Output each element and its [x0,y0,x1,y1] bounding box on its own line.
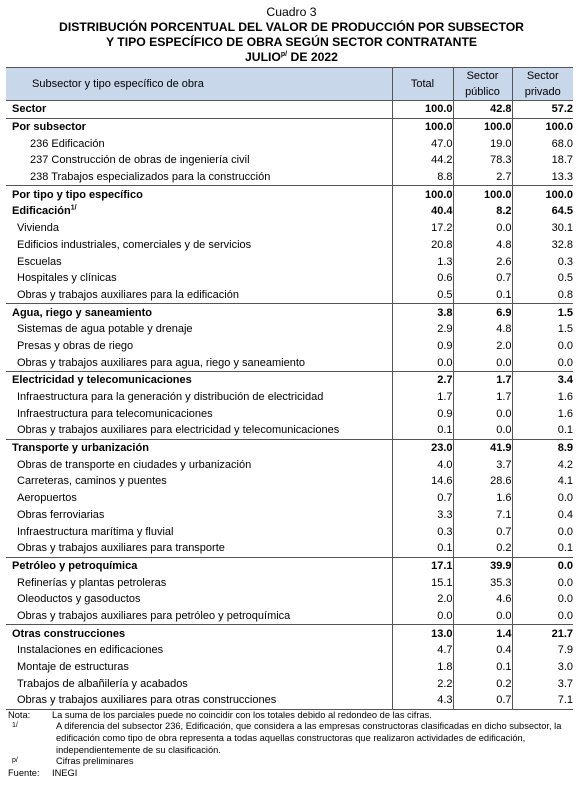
total-cell: 0.7 [392,490,453,507]
public-cell: 3.7 [453,456,512,473]
row-label: Trabajos de albañilería y acabados [17,677,188,690]
table-row [6,118,573,135]
public-cell: 0.2 [453,540,512,557]
table-row [6,439,573,456]
table-row [6,169,573,186]
public-cell: 4.8 [453,237,512,254]
footnote [6,756,573,768]
private-cell: 0.0 [512,591,573,608]
footnote-text: INEGI [52,767,78,778]
footnote-text: Cifras preliminares [56,756,134,767]
row-label: Transporte y urbanización [6,439,392,456]
table-title-line-2: Y TIPO ESPECÍFICO DE OBRA SEGÚN SECTOR CONTRATANTE [105,35,478,49]
public-cell: 0.0 [453,422,512,439]
public-cell: 35.3 [453,574,512,591]
private-cell: 1.6 [512,405,573,422]
private-cell: 57.2 [512,101,573,119]
footnote-text: A diferencia del subsector 236, Edificación, que considera a las empresas constructoras clasificadas en dicho subsector, la edificación como tipo de obra representa a todas aquellas constructoras que realizaron actividades de edificación, independientemente de su clasificación. [56,721,562,755]
private-cell: 1.6 [512,389,573,406]
table-row [6,574,573,591]
row-label: 238 Trabajos especializados para la construcción [30,171,271,184]
table-row [6,101,573,119]
row-label: Refinerías y plantas petroleras [17,576,167,589]
private-cell: 0.0 [512,557,573,574]
total-cell: 0.3 [392,523,453,540]
private-cell: 3.7 [512,675,573,692]
private-cell: 7.1 [512,692,573,709]
public-cell: 4.8 [453,321,512,338]
public-cell: 0.0 [453,354,512,371]
total-cell: 2.9 [392,321,453,338]
row-label: Infraestructura marítima y fluvial [17,525,174,538]
period-year: DE 2022 [287,50,338,64]
table-row [6,490,573,507]
total-cell: 2.7 [392,372,453,389]
row-label: Edificios industriales, comerciales y de servicios [17,238,252,251]
public-cell: 7.1 [453,507,512,524]
row-label: 236 Edificación [30,137,105,150]
total-cell: 20.8 [392,237,453,254]
private-cell: 21.7 [512,625,573,642]
table-header [6,68,573,101]
row-label: Vivienda [17,222,59,235]
table-row [6,372,573,389]
table-row [6,253,573,270]
private-cell: 0.0 [512,354,573,371]
table-row [6,405,573,422]
table-number: Cuadro 3 [266,5,317,19]
table-row [6,507,573,524]
row-label: Por tipo y tipo específico [6,186,392,203]
total-cell: 3.8 [392,304,453,321]
private-cell: 0.8 [512,287,573,304]
table-row [6,389,573,406]
row-label: Petróleo y petroquímica [6,557,392,574]
private-cell: 0.0 [512,608,573,625]
production-table [6,67,573,710]
public-cell: 2.0 [453,338,512,355]
table-row [6,422,573,439]
table-row [6,540,573,557]
public-cell: 28.6 [453,473,512,490]
table-row [6,338,573,355]
public-cell: 0.7 [453,692,512,709]
public-cell: 1.7 [453,389,512,406]
column-header-total: Total [392,68,453,101]
private-cell: 8.9 [512,439,573,456]
total-cell: 0.1 [392,422,453,439]
total-cell: 15.1 [392,574,453,591]
row-label: Obras y trabajos auxiliares para la edificación [17,288,239,301]
row-label: Sistemas de agua potable y drenaje [17,323,193,336]
total-cell: 0.9 [392,405,453,422]
total-cell: 8.8 [392,169,453,186]
table-row [6,675,573,692]
public-cell: 4.6 [453,591,512,608]
footnote-key: Fuente: [8,767,40,778]
footnote [6,710,573,722]
footnote-mark: 1/ [70,204,77,212]
table-row [6,692,573,709]
table-row [6,304,573,321]
total-cell: 0.9 [392,338,453,355]
table-row [6,557,573,574]
table-row [6,608,573,625]
table-row [6,152,573,169]
total-cell: 13.0 [392,625,453,642]
private-cell: 0.4 [512,507,573,524]
row-label: Obras ferroviarias [17,508,105,521]
total-cell: 4.3 [392,692,453,709]
table-row [6,625,573,642]
private-cell: 4.2 [512,456,573,473]
private-cell: 0.5 [512,270,573,287]
total-cell: 40.4 [392,203,453,220]
total-cell: 1.3 [392,253,453,270]
public-cell: 0.7 [453,270,512,287]
table-row [6,456,573,473]
public-cell: 6.9 [453,304,512,321]
public-cell: 0.4 [453,642,512,659]
row-label: Hospitales y clínicas [17,272,117,285]
private-cell: 0.1 [512,540,573,557]
table-row [6,354,573,371]
private-cell: 100.0 [512,186,573,203]
public-cell: 1.7 [453,372,512,389]
row-label: 237 Construcción de obras de ingeniería civil [30,154,250,167]
public-cell: 1.6 [453,490,512,507]
table-row [6,659,573,676]
private-cell: 64.5 [512,203,573,220]
public-cell: 1.4 [453,625,512,642]
table-row [6,203,573,220]
total-cell: 44.2 [392,152,453,169]
total-cell: 3.3 [392,507,453,524]
row-label: Sector [12,103,47,116]
private-cell: 18.7 [512,152,573,169]
public-cell: 8.2 [453,203,512,220]
public-cell: 0.0 [453,220,512,237]
total-cell: 1.7 [392,389,453,406]
public-cell: 0.2 [453,675,512,692]
period-preliminary-mark: p/ [280,50,288,58]
row-label: Aeropuertos [17,492,77,505]
private-cell: 0.0 [512,490,573,507]
private-cell: 0.0 [512,523,573,540]
public-cell: 0.1 [453,659,512,676]
column-header-private: Sector privado [512,68,573,101]
total-cell: 14.6 [392,473,453,490]
private-cell: 0.0 [512,574,573,591]
total-cell: 4.7 [392,642,453,659]
footnote-key: Nota: [8,709,31,720]
row-label: Obras y trabajos auxiliares para petróleo y petroquímica [17,609,291,622]
row-label: Montaje de estructuras [17,661,129,674]
row-label: Presas y obras de riego [17,339,134,352]
total-cell: 47.0 [392,135,453,152]
table-row [6,237,573,254]
row-label: Carreteras, caminos y puentes [17,475,167,488]
private-cell: 0.1 [512,422,573,439]
row-label: Obras de transporte en ciudades y urbanización [17,458,252,471]
total-cell: 0.0 [392,354,453,371]
private-cell: 32.8 [512,237,573,254]
public-cell: 39.9 [453,557,512,574]
table-body [6,101,573,710]
footnote-key: p/ [12,757,18,765]
row-label: Infraestructura para la generación y distribución de electricidad [17,391,324,404]
table-row [6,287,573,304]
private-cell: 1.5 [512,304,573,321]
row-label: Obras y trabajos auxiliares para transporte [17,542,225,555]
public-cell: 78.3 [453,152,512,169]
row-label: Oleoductos y gasoductos [17,593,141,606]
table-title-line-1: DISTRIBUCIÓN PORCENTUAL DEL VALOR DE PRODUCCIÓN POR SUBSECTOR [59,20,524,34]
footnote [6,721,573,756]
row-label: Por subsector [6,118,392,135]
private-cell: 7.9 [512,642,573,659]
public-cell: 0.7 [453,523,512,540]
footnotes [6,710,573,780]
total-cell: 17.2 [392,220,453,237]
row-label: Obras y trabajos auxiliares para electricidad y telecomunicaciones [17,424,340,437]
total-cell: 2.2 [392,675,453,692]
total-cell: 0.1 [392,540,453,557]
row-label: Infraestructura para telecomunicaciones [17,407,213,420]
public-cell: 42.8 [453,101,512,119]
public-cell: 19.0 [453,135,512,152]
row-label: Escuelas [17,255,62,268]
total-cell: 0.0 [392,608,453,625]
row-label: Edificación$^{1/}$ [12,204,77,218]
total-cell: 100.0 [392,118,453,135]
total-cell: 0.5 [392,287,453,304]
public-cell: 41.9 [453,439,512,456]
total-cell: 23.0 [392,439,453,456]
total-cell: 17.1 [392,557,453,574]
row-label: Electricidad y telecomunicaciones [6,372,392,389]
private-cell: 1.5 [512,321,573,338]
table-row [6,473,573,490]
private-cell: 3.4 [512,372,573,389]
public-cell: 0.1 [453,287,512,304]
footnote-key: 1/ [12,722,18,730]
private-cell: 68.0 [512,135,573,152]
private-cell: 30.1 [512,220,573,237]
total-cell: 2.0 [392,591,453,608]
private-cell: 3.0 [512,659,573,676]
total-cell: 0.6 [392,270,453,287]
table-row [6,186,573,203]
private-cell: 13.3 [512,169,573,186]
column-header-public: Sector público [453,68,512,101]
private-cell: 4.1 [512,473,573,490]
total-cell: 100.0 [392,101,453,119]
total-cell: 100.0 [392,186,453,203]
table-row [6,591,573,608]
row-label: Otras construcciones [6,625,392,642]
total-cell: 1.8 [392,659,453,676]
row-label: Instalaciones en edificaciones [17,644,164,657]
table-row [6,523,573,540]
table-row [6,135,573,152]
private-cell: 100.0 [512,118,573,135]
row-label: Agua, riego y saneamiento [6,304,392,321]
private-cell: 0.3 [512,253,573,270]
footnote [6,768,573,780]
footnote-text: La suma de los parciales puede no coincidir con los totales debido al redondeo de las cifras. [52,709,432,720]
private-cell: 0.0 [512,338,573,355]
table-row [6,220,573,237]
public-cell: 100.0 [453,186,512,203]
table-row [6,321,573,338]
public-cell: 100.0 [453,118,512,135]
row-label: Obras y trabajos auxiliares para agua, riego y saneamiento [17,356,305,369]
table-row [6,642,573,659]
table-period [0,50,583,65]
public-cell: 0.0 [453,608,512,625]
public-cell: 0.0 [453,405,512,422]
period-month: JULIO [245,50,281,64]
table-row [6,270,573,287]
public-cell: 2.6 [453,253,512,270]
total-cell: 4.0 [392,456,453,473]
title-block [0,0,583,65]
public-cell: 2.7 [453,169,512,186]
row-label: Obras y trabajos auxiliares para otras construcciones [6,692,392,709]
column-header-subsector: Subsector y tipo específico de obra [6,68,392,101]
